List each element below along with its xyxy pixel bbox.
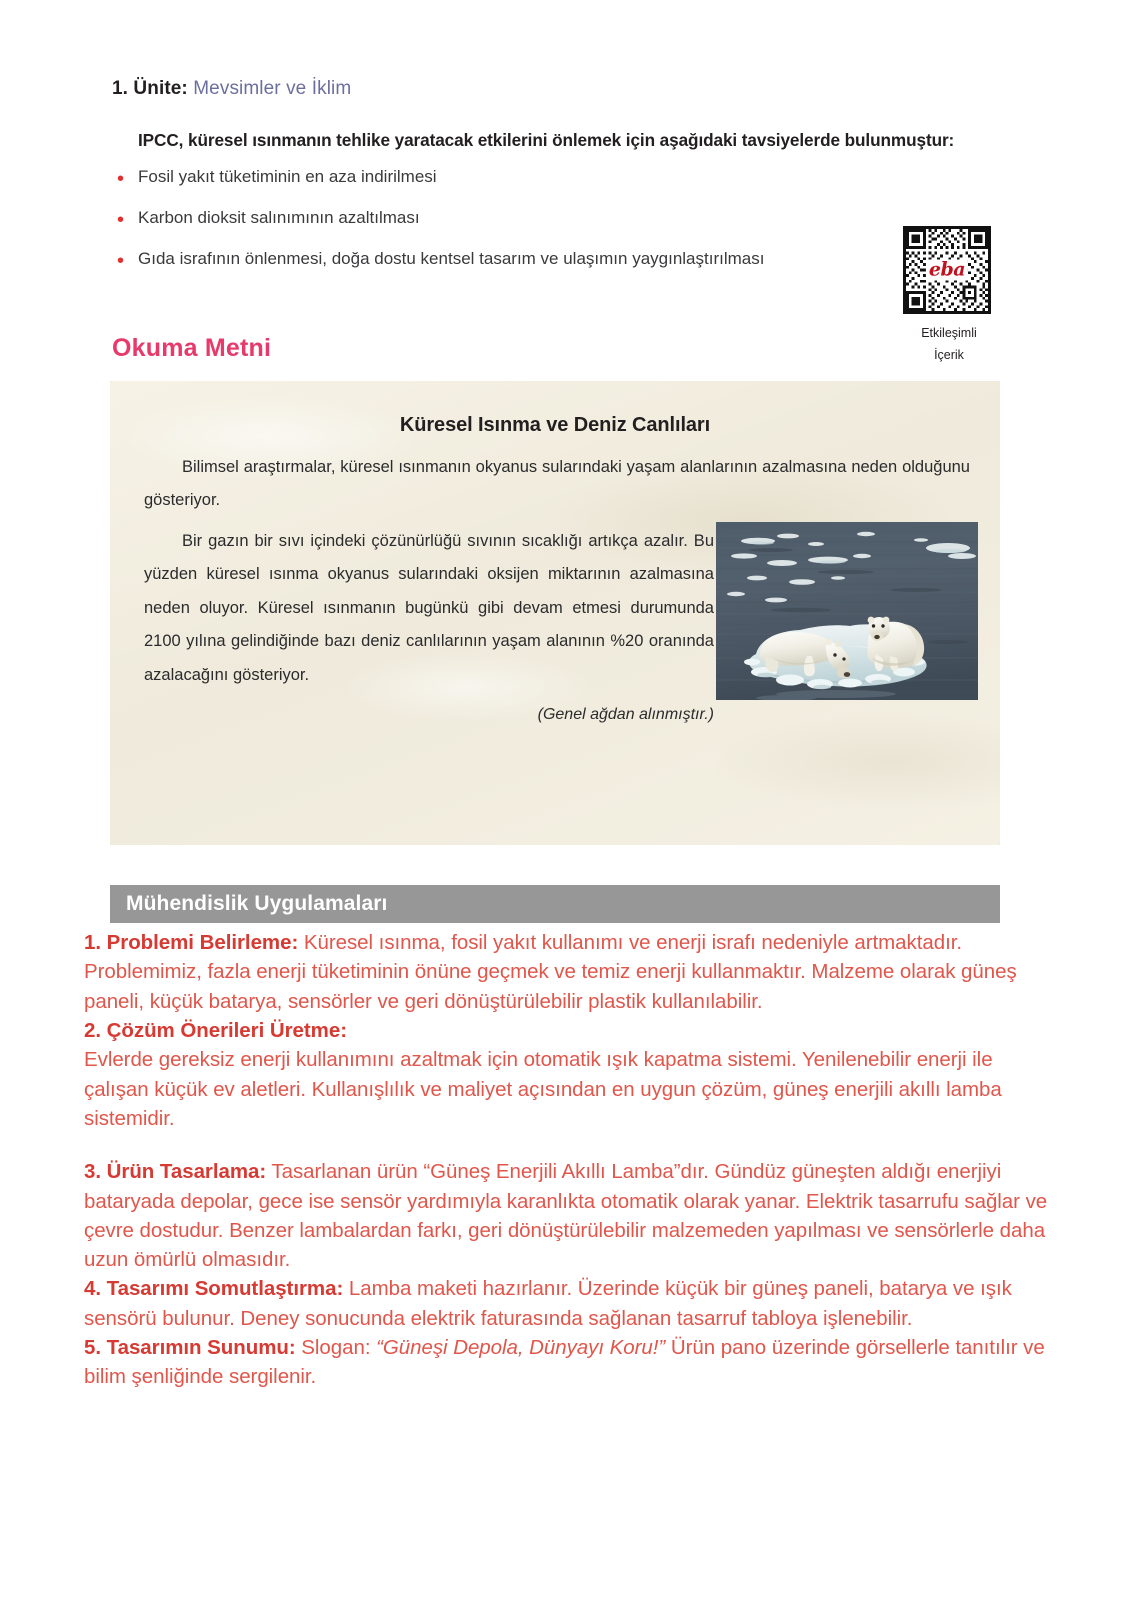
interactive-content-qr-block[interactable] — [903, 226, 995, 367]
paragraph-spacer — [84, 1133, 1052, 1157]
polar-bears-photo — [716, 522, 978, 700]
list-item — [112, 166, 942, 189]
eba-logo: eba — [926, 260, 968, 281]
reading-text-panel — [110, 381, 1000, 845]
qr-caption-line-2: İçerik — [934, 347, 964, 362]
qr-caption — [903, 323, 995, 367]
engineering-step-3-text: Tasarlanan ürün “Güneş Enerjili Akıllı Lamba”dır. Gündüz güneşten aldığı enerjiyi bataryada depolar, gece ise sensör yardımıyla karanlıkta otomatik olarak yanar. Elektrik tasarrufu sağlar ve çevre dostudur. Benzer lambalardan farkı, geri dönüştürülebilir malzemeden yapılması ve sensörlerle daha uzun ömürlü olmasıdır. — [84, 1160, 1048, 1272]
reading-title: Küresel Isınma ve Deniz Canlıları — [399, 414, 711, 436]
engineering-step-3-label: 3. Ürün Tasarlama: — [84, 1160, 267, 1184]
qr-code-icon[interactable] — [903, 226, 991, 314]
engineering-step-3 — [84, 1157, 1052, 1274]
engineering-step-2-text: Evlerde gereksiz enerji kullanımını azaltmak için otomatik ışık kapatma sistemi. Yenilenebilir enerji ile çalışan küçük ev aletleri. Kullanışlılık ve maliyet açısından en uygun çözüm, güneş enerjili akıllı lamba sistemidir. — [84, 1048, 1002, 1130]
unit-header — [112, 78, 351, 100]
bullet-dot-icon: • — [117, 250, 125, 272]
engineering-step-4-text: Lamba maketi hazırlanır. Üzerinde küçük bir güneş paneli, batarya ve ışık sensörü bulunur. Deney sonucunda elektrik faturasında sağlanan tasarruf tabloya işlenebilir. — [84, 1277, 1012, 1330]
polar-bears-illustration — [716, 522, 978, 700]
reading-paragraph-2: Bir gazın bir sıvı içindeki çözünürlüğü sıvının sıcaklığı artıkça azalır. Bu yüzden küresel ısınma okyanus sularındaki oksijen miktarının azalmasına neden oluyor. Küresel ısınmanın bugünkü gibi devam etmesi durumunda 2100 yılına gelindiğinde bazı deniz canlılarının yaşam alanının %20 oranında azalacağını gösteriyor. — [144, 532, 714, 684]
bullet-dot-icon: • — [117, 209, 125, 231]
engineering-step-5 — [84, 1333, 1052, 1392]
list-item — [112, 248, 942, 271]
list-item-label: Gıda israfının önlenmesi, doğa dostu kentsel tasarım ve ulaşımın yaygınlaştırılması — [138, 249, 765, 268]
engineering-step-4-label: 4. Tasarımı Somutlaştırma: — [84, 1277, 344, 1301]
engineering-section-bar — [110, 885, 1000, 923]
engineering-step-2-body — [84, 1045, 1052, 1133]
engineering-step-1 — [84, 928, 1052, 1016]
engineering-step-5-text-after: Ürün pano üzerinde görsellerle tanıtılır ve bilim şenliğinde sergilenir. — [84, 1336, 1045, 1389]
engineering-steps — [84, 928, 1052, 1392]
ipcc-lead-in: IPCC, küresel ısınmanın tehlike yaratacak etkilerini önlemek için aşağıdaki tavsiyelerde bulunmuştur: — [138, 130, 955, 150]
list-item-label: Fosil yakıt tüketiminin en aza indirilmesi — [138, 167, 437, 186]
unit-number: 1. Ünite: — [112, 78, 188, 99]
reading-source-caption: (Genel ağdan alınmıştır.) — [537, 706, 714, 723]
engineering-step-1-label: 1. Problemi Belirleme: — [84, 931, 299, 954]
qr-caption-line-1: Etkileşimli — [921, 326, 977, 340]
bullet-dot-icon: • — [117, 168, 125, 190]
engineering-step-1-text: Küresel ısınma, fosil yakıt kullanımı ve enerji israfı nedeniyle artmaktadır. Problemimiz, fazla enerji tüketiminin önüne geçmek ve temiz enerji kullanmaktır. Malzeme olarak güneş paneli, küçük batarya, sensörler ve geri dönüştürülebilir plastik kullanılabilir. — [84, 931, 1017, 1013]
ipcc-recommendations-list — [112, 166, 942, 289]
engineering-step-2 — [84, 1016, 1052, 1045]
engineering-step-4 — [84, 1274, 1052, 1333]
engineering-slogan: “Güneşi Depola, Dünyayı Koru!” — [376, 1336, 666, 1360]
list-item — [112, 207, 942, 230]
unit-name: Mevsimler ve İklim — [193, 78, 352, 99]
engineering-step-2-label: 2. Çözüm Önerileri Üretme: — [84, 1018, 347, 1042]
list-item-label: Karbon dioksit salınımının azaltılması — [138, 208, 420, 227]
engineering-step-5-label: 5. Tasarımın Sunumu: — [84, 1336, 296, 1360]
reading-paragraph-1: Bilimsel araştırmalar, küresel ısınmanın okyanus sularındaki yaşam alanlarının azalmasına neden olduğunu gösteriyor. — [144, 458, 970, 510]
engineering-section-label: Mühendislik Uygulamaları — [126, 892, 388, 915]
engineering-step-5-text-before: Slogan: — [295, 1336, 377, 1360]
reading-section-heading: Okuma Metni — [112, 334, 272, 362]
